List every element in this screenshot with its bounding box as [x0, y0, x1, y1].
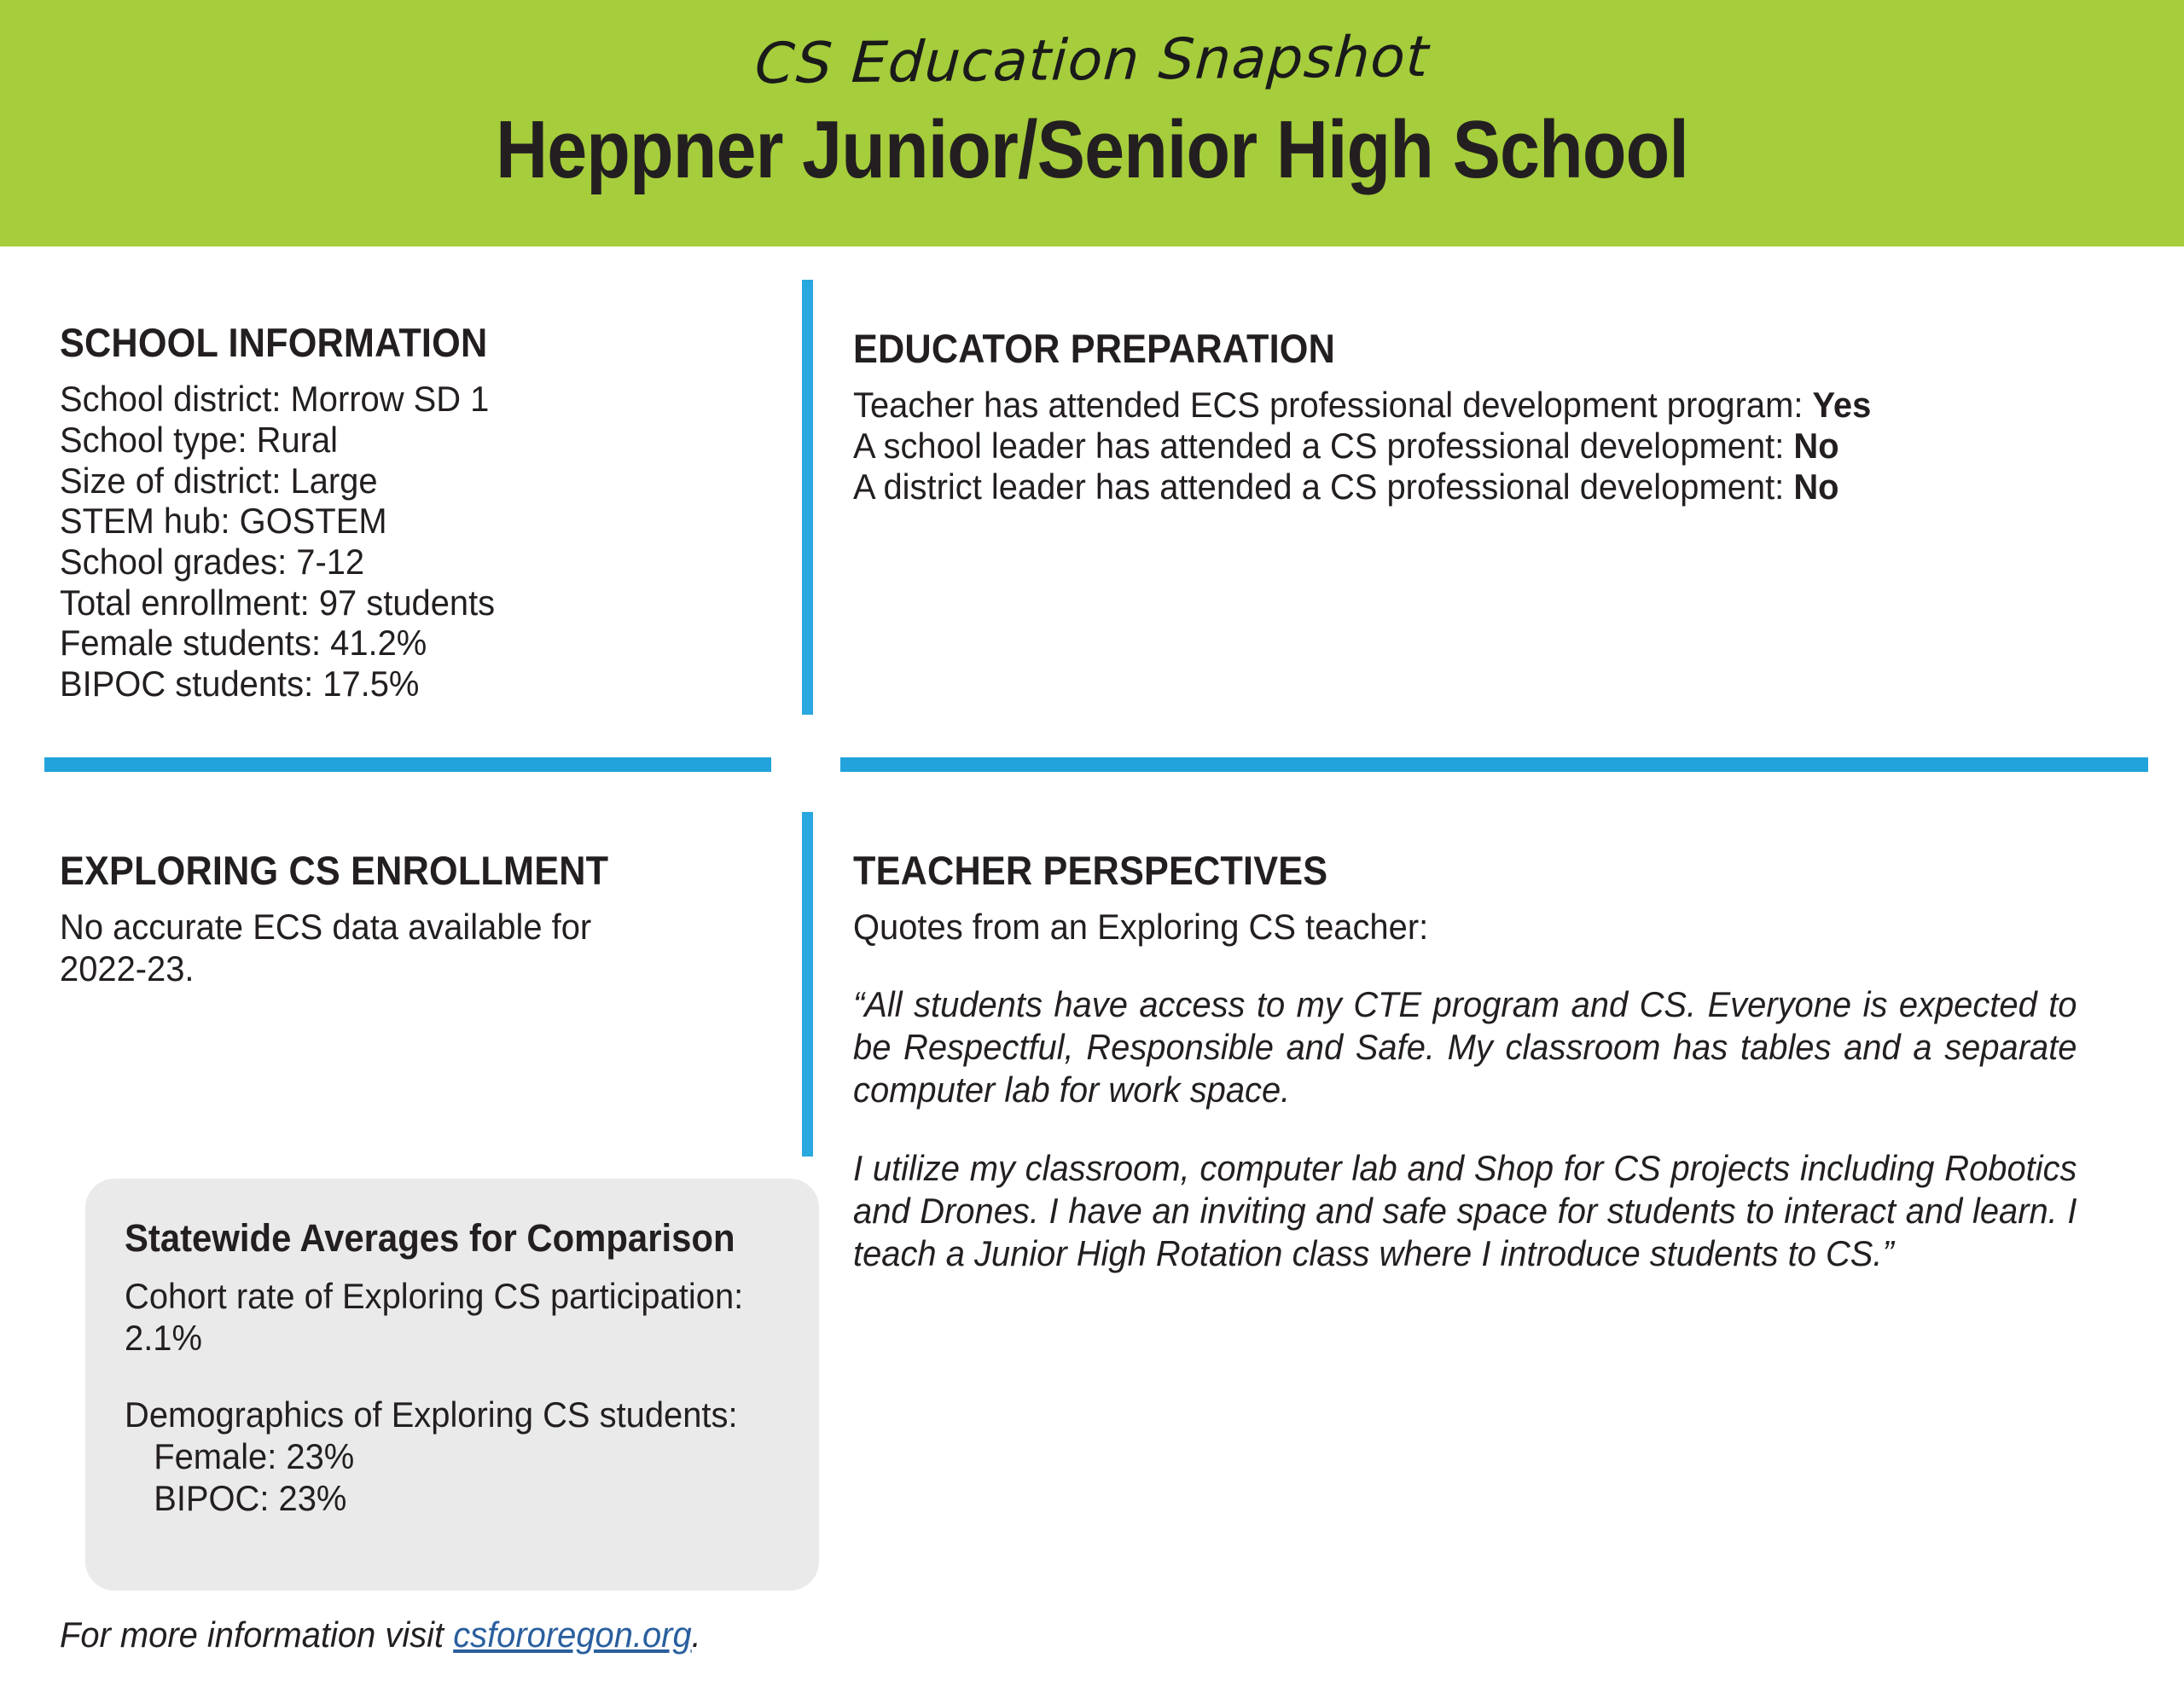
school-information-list — [60, 379, 768, 704]
educator-prep-accent-bar — [802, 280, 813, 715]
teacher-perspectives-intro: Quotes from an Exploring CS teacher: — [853, 907, 1429, 948]
school-info-line: School grades: 7-12 — [60, 541, 365, 582]
educator-prep-item-label: A district leader has attended a CS professional development: — [853, 466, 1785, 507]
educator-preparation-section — [853, 294, 2150, 507]
exploring-cs-enrollment-section — [60, 816, 734, 990]
teacher-perspectives-accent-bar — [802, 812, 813, 1157]
educator-prep-item-value: Yes — [1812, 385, 1872, 426]
school-information-heading: SCHOOL INFORMATION — [60, 320, 488, 365]
teacher-perspectives-section — [853, 816, 2150, 1311]
statewide-averages-card — [85, 1179, 819, 1591]
statewide-demographics — [125, 1394, 773, 1519]
educator-prep-item-label: A school leader has attended a CS professional development: — [853, 426, 1785, 466]
right-column-divider — [840, 757, 2148, 772]
exploring-cs-enrollment-heading: EXPLORING CS ENROLLMENT — [60, 848, 609, 893]
footer-prefix: For more information visit — [60, 1615, 454, 1655]
exploring-cs-enrollment-body: No accurate ECS data available for 2022-23. — [60, 907, 592, 989]
school-information-section — [60, 288, 768, 704]
statewide-demographics-bipoc: BIPOC: 23% — [154, 1477, 347, 1518]
teacher-quote: “All students have access to my CTE program and CS. Everyone is expected to be Respectful, Responsible and Safe. My classroom has tables and a separate computer lab for work space. — [853, 984, 2077, 1110]
statewide-cohort-rate: Cohort rate of Exploring CS participation: 2.1% — [125, 1276, 744, 1359]
page-title: Heppner Junior/Senior High School — [496, 104, 1688, 195]
educator-prep-item-label: Teacher has attended ECS professional development program: — [853, 385, 1804, 426]
teacher-quote: I utilize my classroom, computer lab and Shop for CS projects including Robotics and Drones. I have an inviting and safe space for students to interact and learn. I teach a Junior High Rotation class where I introduce students to CS.” — [853, 1147, 2077, 1273]
educator-prep-item-value: No — [1793, 426, 1839, 466]
csfororegon-link[interactable]: csfororegon.org — [453, 1615, 692, 1655]
banner-script-title: CS Education Snapshot — [752, 23, 1432, 97]
school-info-line: Total enrollment: 97 students — [60, 582, 496, 623]
educator-prep-item — [853, 426, 2085, 467]
footer-suffix: . — [691, 1615, 701, 1655]
left-column-divider — [44, 757, 771, 772]
school-info-line: Female students: 41.2% — [60, 623, 427, 664]
footer-note — [60, 1615, 701, 1655]
school-info-line: STEM hub: GOSTEM — [60, 501, 387, 542]
school-info-line: School district: Morrow SD 1 — [60, 379, 490, 420]
educator-preparation-list — [853, 385, 2150, 507]
educator-prep-item-value: No — [1793, 466, 1839, 507]
teacher-perspectives-heading: TEACHER PERSPECTIVES — [853, 848, 1328, 893]
educator-prep-item — [853, 385, 2085, 426]
statewide-demographics-female: Female: 23% — [154, 1435, 355, 1476]
header-banner — [0, 0, 2184, 246]
educator-preparation-heading: EDUCATOR PREPARATION — [853, 326, 1336, 371]
educator-prep-item — [853, 467, 2085, 507]
school-info-line: BIPOC students: 17.5% — [60, 663, 420, 704]
statewide-averages-title: Statewide Averages for Comparison — [125, 1216, 735, 1260]
school-info-line: School type: Rural — [60, 420, 339, 460]
school-info-line: Size of district: Large — [60, 460, 378, 501]
statewide-demographics-label: Demographics of Exploring CS students: — [125, 1394, 738, 1435]
